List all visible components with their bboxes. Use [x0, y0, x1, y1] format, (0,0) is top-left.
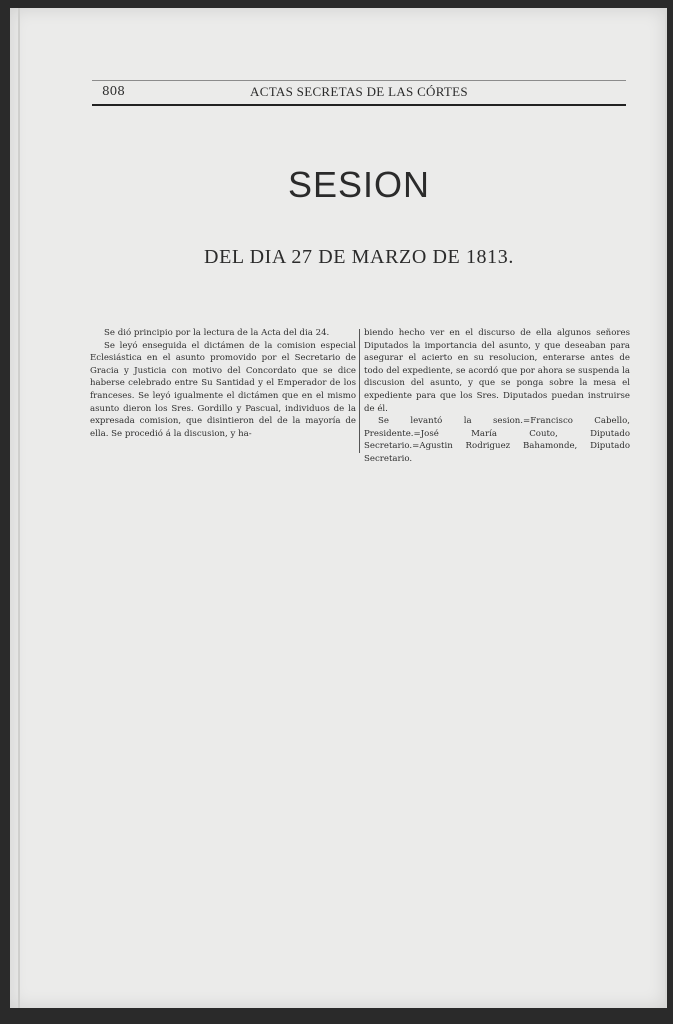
session-title: SESION [287, 164, 431, 205]
document-page [10, 8, 666, 1008]
header-rule [92, 104, 626, 106]
page-left-edge [18, 8, 20, 1008]
session-date: DEL DIA 27 DE MARZO DE 1813. [204, 246, 514, 268]
paragraph: Se dió principio por la lectura de la Acta del dia 24. [104, 328, 330, 338]
header-top-line [92, 80, 626, 81]
left-column [90, 327, 356, 440]
paragraph: Se leyó enseguida el dictámen de la comision especial Eclesiástica en el asunto promovido por el Secretario de Gracia y Justicia con motivo del Concordato que se dice haberse celebrado entre Su Santidad y el Emperador de los franceses. Se leyó igualmente el dictámen que en el mismo asunto dieron los Sres. Gordillo y Pascual, individuos de la expresada comision, que disintieron del de la mayoría de ella. Se procedió á la discusion, y ha- [90, 340, 356, 439]
paragraph: biendo hecho ver en el discurso de ella algunos señores Diputados la importancia del asunto, y que deseaban para asegurar el acierto en su resolucion, enterarse antes de todo del expediente, se acordó que por ahora se suspenda la discusion del asunto, y que se ponga sobre la mesa el expediente para que los Sres. Diputados puedan instruirse de él. [364, 328, 630, 414]
right-column [364, 327, 630, 466]
column-divider [359, 329, 360, 453]
body-columns [90, 327, 630, 464]
running-title: ACTAS SECRETAS DE LAS CÓRTES [250, 84, 468, 99]
page-header [92, 80, 626, 106]
page-number: 808 [102, 84, 125, 98]
page-right-edge [665, 8, 667, 1008]
paragraph: Se levantó la sesion.=Francisco Cabello, Presidente.=José María Couto, Diputado Secretario.=Agustin Rodriguez Bahamonde, Diputado Secretario. [364, 416, 630, 464]
